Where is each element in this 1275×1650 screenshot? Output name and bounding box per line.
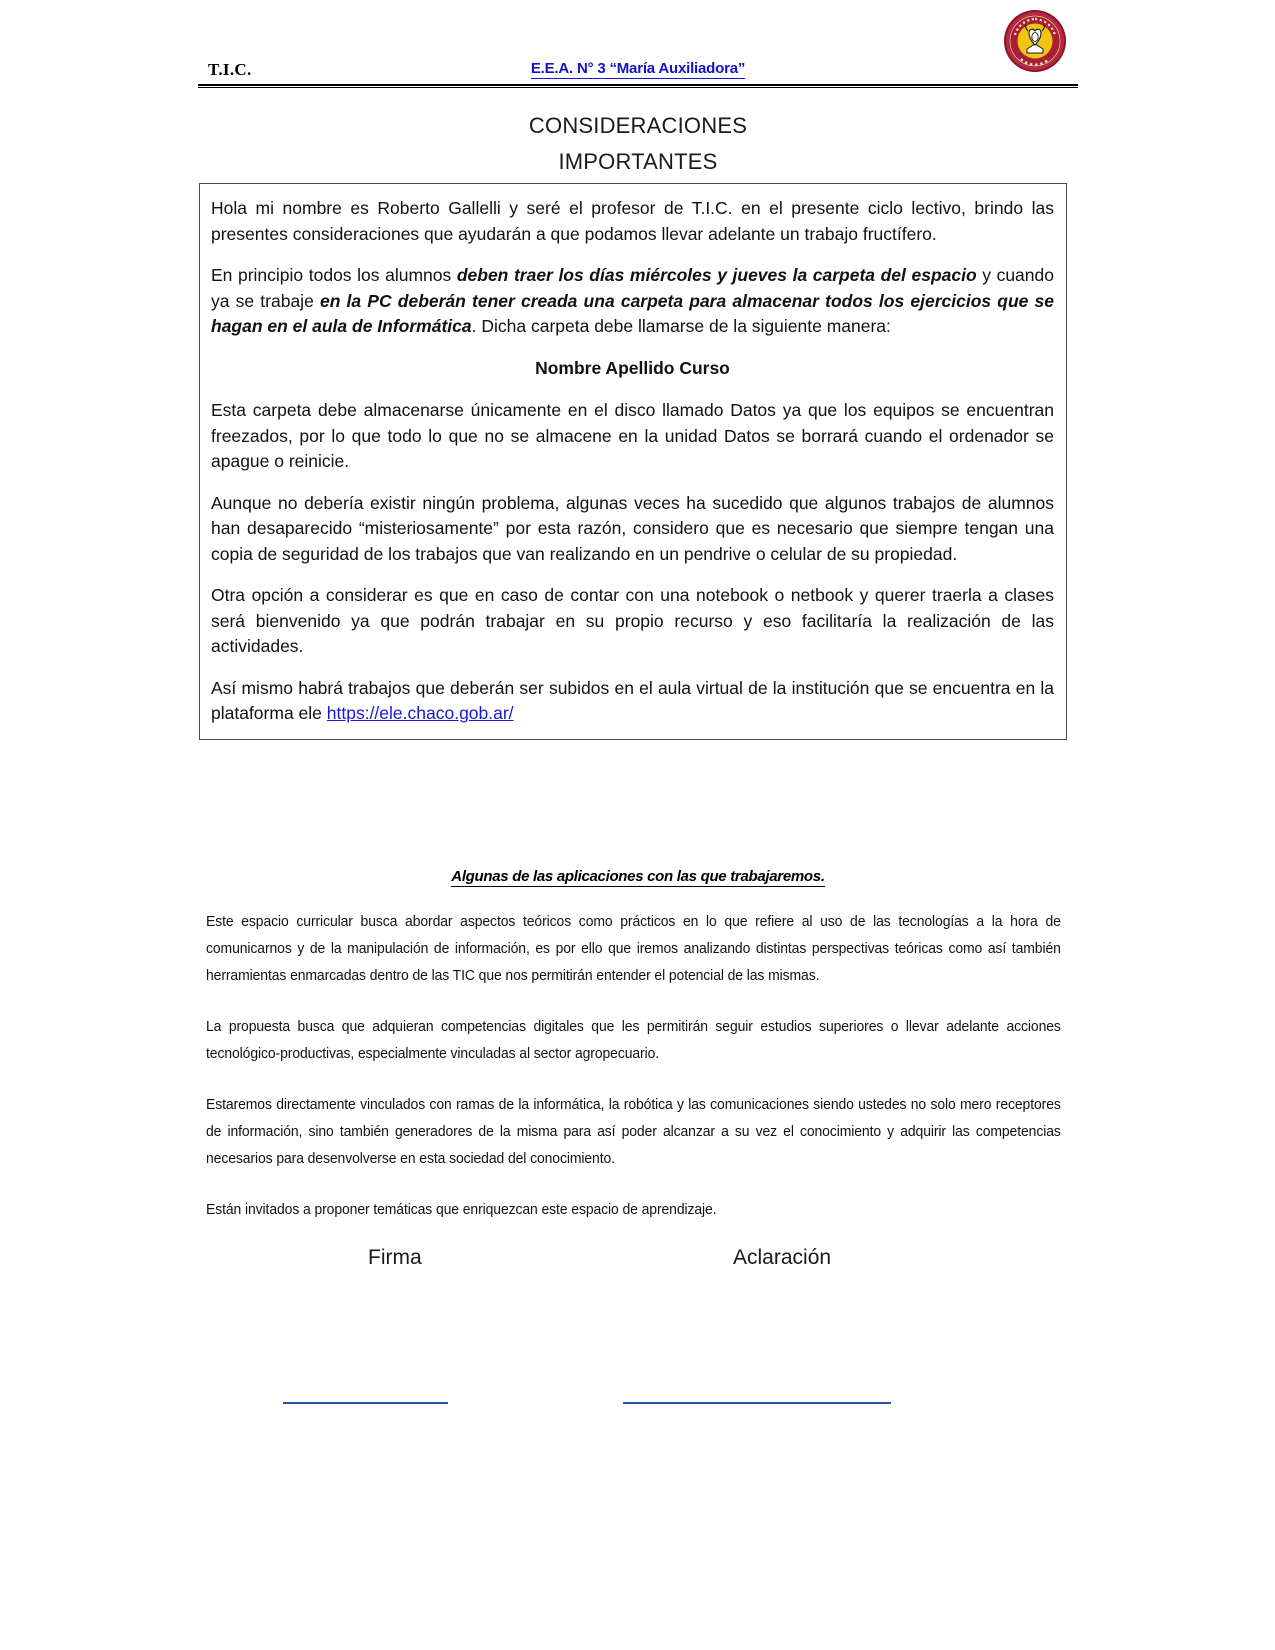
notice-paragraph-datos-disk: Esta carpeta debe almacenarse únicamente en el disco llamado Datos ya que los equipos se encuentran freezados, por lo que todo lo que no se almacene en la unidad Datos se borrará cuando el ordenador se apague o reinicie. <box>211 400 1054 471</box>
notice-paragraph-folder-rules <box>211 263 1054 340</box>
notice-p6-text-1: Así mismo habrá trabajos que deberán ser subidos en el aula virtual de la institución que se encuentra en la plataforma ele <box>211 677 1054 723</box>
header-divider-rule <box>198 84 1078 88</box>
curriculum-paragraph-branches: Estaremos directamente vinculados con ramas de la informática, la robótica y las comunicaciones siendo ustedes no solo mero receptores de información, sino también generadores de la misma para así poder alcanzar a su vez el conocimiento y adquirir las competencias necesarios para desenvolverse en esta sociedad del conocimiento. <box>206 1096 1061 1167</box>
signature-aclaracion-label: Aclaración <box>733 1246 832 1269</box>
notice-paragraph-virtual-classroom <box>211 676 1054 727</box>
folder-naming-convention: Nombre Apellido Curso <box>535 357 730 378</box>
notice-p2-text-2: y cuando ya se trabaje <box>211 265 1054 311</box>
page-title-line-2: IMPORTANTES <box>558 149 718 174</box>
notice-p2-text-3: . Dicha carpeta debe llamarse de la siguiente manera: <box>471 316 891 336</box>
applications-subtitle-text: Algunas de las aplicaciones con las que trabajaremos. <box>451 868 825 885</box>
header-subject-label: T.I.C. <box>208 60 252 79</box>
signature-aclaracion-line <box>623 1402 891 1404</box>
notice-paragraph-intro: Hola mi nombre es Roberto Gallelli y seré el profesor de T.I.C. en el presente ciclo lectivo, brindo las presentes consideraciones que ayudarán a que podamos llevar adelante un trabajo fructífero. <box>211 198 1054 244</box>
notice-paragraph-notebook: Otra opción a considerar es que en caso de contar con una notebook o netbook y querer traerla a clases será bienvenido ya que podrán trabajar en su propio recurso y eso facilitaría la realización de las actividades. <box>211 585 1054 656</box>
curriculum-description <box>206 908 1061 1247</box>
considerations-box <box>199 183 1067 740</box>
notice-paragraph-backup: Aunque no debería existir ningún problema, algunas veces ha sucedido que algunos trabajos de alumnos han desaparecido “misteriosamente” por esta razón, considero que es necesario que siempre tengan una copia de seguridad de los trabajos que van realizando en un pendrive o celular de su propiedad. <box>211 492 1054 564</box>
signature-firma-line <box>283 1402 448 1404</box>
curriculum-paragraph-scope: Este espacio curricular busca abordar aspectos teóricos como prácticos en lo que refiere al uso de las tecnologías a la hora de comunicarnos y de la manipulación de información, es por ello que iremos analizando distintas perspectivas teóricas como así también herramientas enmarcadas dentro de las TIC que nos permitirán entender el potencial de las mismas. <box>206 913 1061 984</box>
ele-platform-link[interactable]: https://ele.chaco.gob.ar/ <box>326 703 514 723</box>
page-title <box>198 108 1078 180</box>
applications-subtitle <box>198 868 1078 885</box>
curriculum-paragraph-invitation: Están invitados a proponer temáticas que enriquezcan este espacio de aprendizaje. <box>206 1201 717 1218</box>
notice-p2-text-1: En principio todos los alumnos <box>211 265 457 285</box>
notice-p2-emphasis-2: en la PC deberán tener creada una carpeta para almacenar todos los ejercicios que se hagan en el aula de Informática <box>211 290 1055 336</box>
signature-section <box>198 1238 1078 1428</box>
curriculum-paragraph-competencies: La propuesta busca que adquieran competencias digitales que les permitirán seguir estudios superiores o llevar adelante acciones tecnológico-productivas, especialmente vinculadas al sector agropecuario. <box>206 1018 1061 1062</box>
page-header <box>198 18 1078 86</box>
school-crest-icon <box>1003 9 1067 73</box>
signature-firma-label: Firma <box>368 1246 422 1269</box>
header-school-name <box>198 60 1078 77</box>
header-school-name-text: E.E.A. N° 3 “María Auxiliadora” <box>530 60 746 77</box>
page-title-line-1: CONSIDERACIONES <box>528 113 748 138</box>
notice-p2-emphasis-1: deben traer los días miércoles y jueves la carpeta del espacio <box>456 265 977 285</box>
